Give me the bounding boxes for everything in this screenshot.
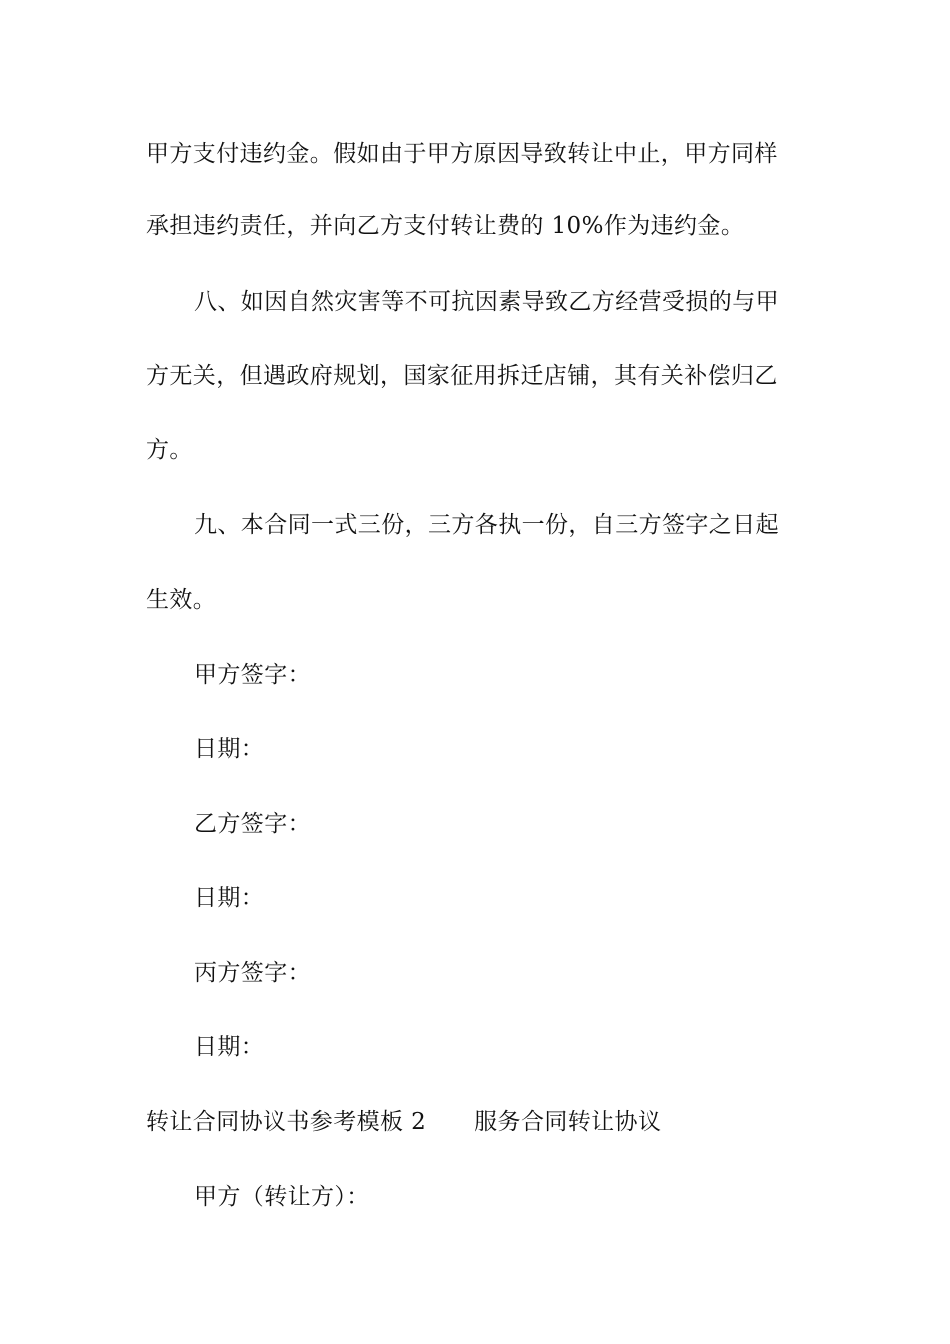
template-title: 转让合同协议书参考模板 2 bbox=[146, 1109, 427, 1135]
party-c-date-label: 日期： bbox=[194, 1034, 265, 1060]
party-b-date-label: 日期： bbox=[194, 885, 265, 911]
paragraph-line: 方。 bbox=[146, 437, 193, 463]
party-c-signature-label: 丙方签字： bbox=[194, 960, 311, 986]
party-a-signature-label: 甲方签字： bbox=[194, 662, 311, 688]
paragraph-line: 方无关，但遇政府规划，国家征用拆迁店铺，其有关补偿归乙 bbox=[146, 363, 778, 389]
agreement-title: 服务合同转让协议 bbox=[474, 1109, 662, 1135]
paragraph-line: 承担违约责任，并向乙方支付转让费的 10%作为违约金。 bbox=[146, 213, 745, 239]
party-a-transferor-label: 甲方（转让方）： bbox=[194, 1184, 370, 1210]
party-b-signature-label: 乙方签字： bbox=[194, 811, 311, 837]
template-title-line bbox=[146, 1104, 816, 1140]
paragraph-line: 甲方支付违约金。假如由于甲方原因导致转让中止，甲方同样 bbox=[146, 141, 778, 167]
clause-eight-line: 八、如因自然灾害等不可抗因素导致乙方经营受损的与甲 bbox=[194, 289, 779, 315]
party-a-date-label: 日期： bbox=[194, 736, 265, 762]
paragraph-line: 生效。 bbox=[146, 587, 217, 613]
clause-nine-line: 九、本合同一式三份，三方各执一份，自三方签字之日起 bbox=[194, 512, 779, 538]
